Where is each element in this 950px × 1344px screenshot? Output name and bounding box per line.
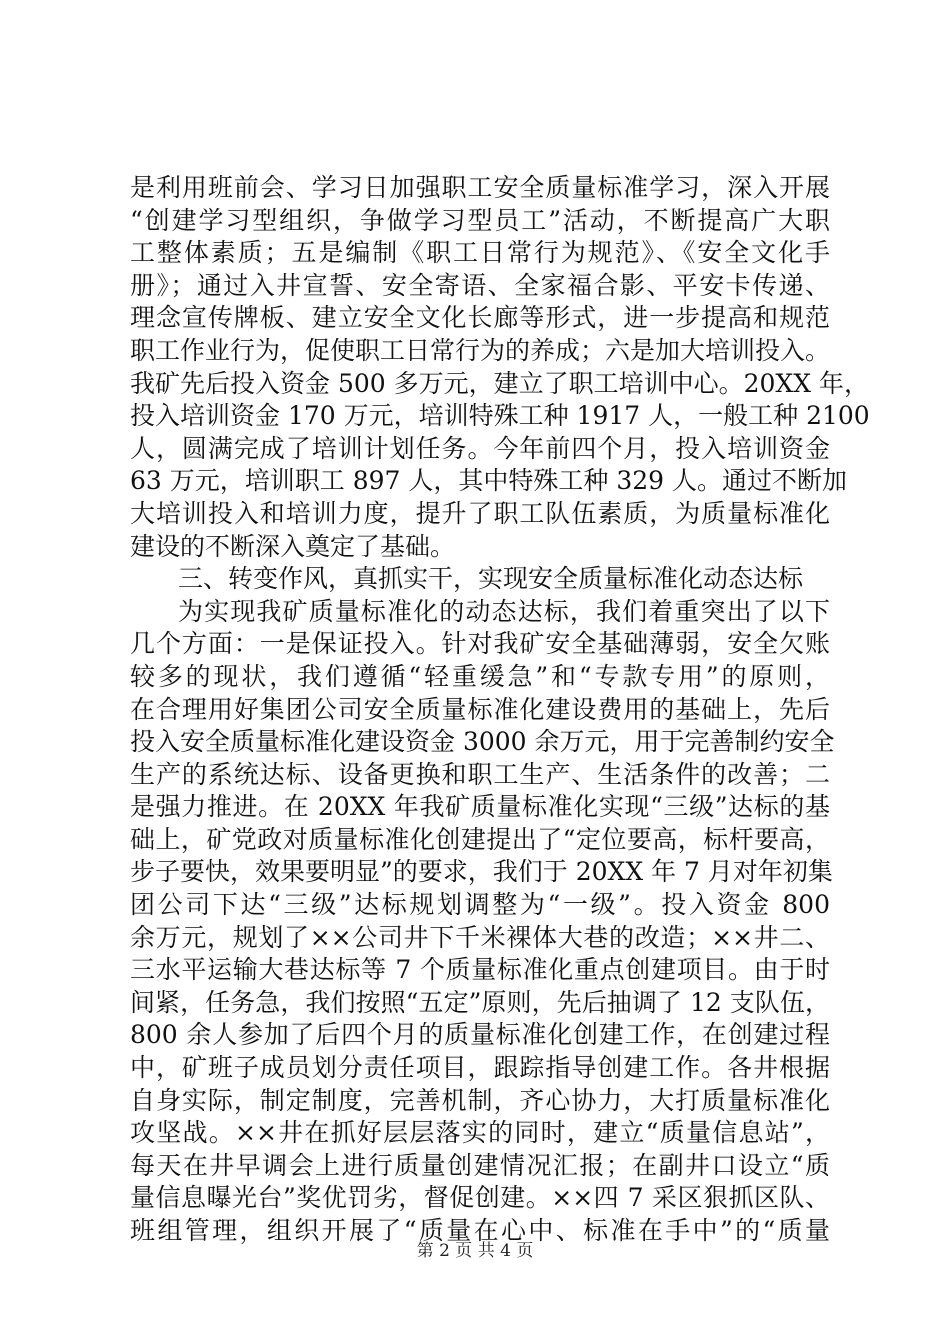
text-line: 自身实际，制定制度，完善机制，齐心协力，大打质量标准化: [130, 1085, 830, 1115]
text-line: 班组管理，组织开展了“质量在心中、标准在手中”的“质量: [130, 1216, 830, 1245]
document-body: [130, 172, 870, 1248]
text-line: 步子要快，效果要明显”的要求，我们于 20XX 年 7 月对年初集: [130, 857, 833, 887]
page-number-footer: 第 2 页 共 4 页: [416, 1241, 534, 1261]
text-line: 几个方面：一是保证投入。针对我矿安全基础薄弱，安全欠账: [130, 629, 830, 659]
text-line: 在合理用好集团公司安全质量标准化建设费用的基础上，先后: [130, 694, 830, 724]
text-line: 是强力推进。在 20XX 年我矿质量标准化实现“三级”达标的基: [130, 792, 830, 822]
text-line: 础上，矿党政对质量标准化创建提出了“定位要高，标杆要高，: [130, 824, 830, 854]
text-line: 大培训投入和培训力度，提升了职工队伍素质，为质量标准化: [130, 498, 830, 528]
section-heading: 三、转变作风，真抓实干，实现安全质量标准化动态达标: [178, 564, 804, 594]
text-line: 投入安全质量标准化建设资金 3000 余万元，用于完善制约安全: [130, 727, 835, 757]
text-line: 三水平运输大巷达标等 7 个质量标准化重点创建项目。由于时: [130, 955, 830, 985]
text-line: 间紧，任务急，我们按照“五定”原则，先后抽调了 12 支队伍，: [130, 987, 830, 1017]
text-line: 量信息曝光台”奖优罚劣，督促创建。××四 7 采区狠抓区队、: [130, 1183, 830, 1213]
text-line: 册》；通过入井宣誓、安全寄语、全家福合影、平安卡传递、: [130, 270, 830, 300]
text-line: 攻坚战。××井在抓好层层落实的同时，建立“质量信息站”，: [130, 1118, 830, 1148]
text-line: “创建学习型组织，争做学习型员工”活动，不断提高广大职: [130, 205, 830, 235]
text-line: 800 余人参加了后四个月的质量标准化创建工作，在创建过程: [130, 1020, 830, 1050]
text-line: 人，圆满完成了培训计划任务。今年前四个月，投入培训资金: [130, 433, 830, 463]
text-line: 生产的系统达标、设备更换和职工生产、生活条件的改善；二: [130, 759, 830, 789]
text-line: 每天在井早调会上进行质量创建情况汇报；在副井口设立“质: [130, 1150, 830, 1180]
text-line: 中，矿班子成员划分责任项目，跟踪指导创建工作。各井根据: [130, 1053, 830, 1083]
text-line: 余万元，规划了××公司井下千米裸体大巷的改造；××井二、: [130, 922, 830, 952]
text-line: 职工作业行为，促使职工日常行为的养成；六是加大培训投入。: [130, 335, 831, 365]
text-line: 投入培训资金 170 万元，培训特殊工种 1917 人，一般工种 2100: [130, 401, 870, 431]
text-line: 较多的现状，我们遵循“轻重缓急”和“专款专用”的原则，: [130, 661, 830, 691]
text-line: 团公司下达“三级”达标规划调整为“一级”。投入资金 800: [130, 890, 830, 920]
text-line: 工整体素质；五是编制《职工日常行为规范》、《安全文化手: [130, 238, 830, 268]
text-line: 63 万元，培训职工 897 人，其中特殊工种 329 人。通过不断加: [130, 466, 847, 496]
text-line: 建设的不断深入奠定了基础。: [130, 531, 456, 561]
text-line: 理念宣传牌板、建立安全文化长廊等形式，进一步提高和规范: [130, 303, 830, 333]
text-line: 是利用班前会、学习日加强职工安全质量标准学习，深入开展: [130, 173, 830, 202]
text-line: 我矿先后投入资金 500 多万元，建立了职工培训中心。20XX 年，: [130, 368, 869, 398]
paragraph-first-line: 为实现我矿质量标准化的动态达标，我们着重突出了以下: [178, 596, 830, 626]
